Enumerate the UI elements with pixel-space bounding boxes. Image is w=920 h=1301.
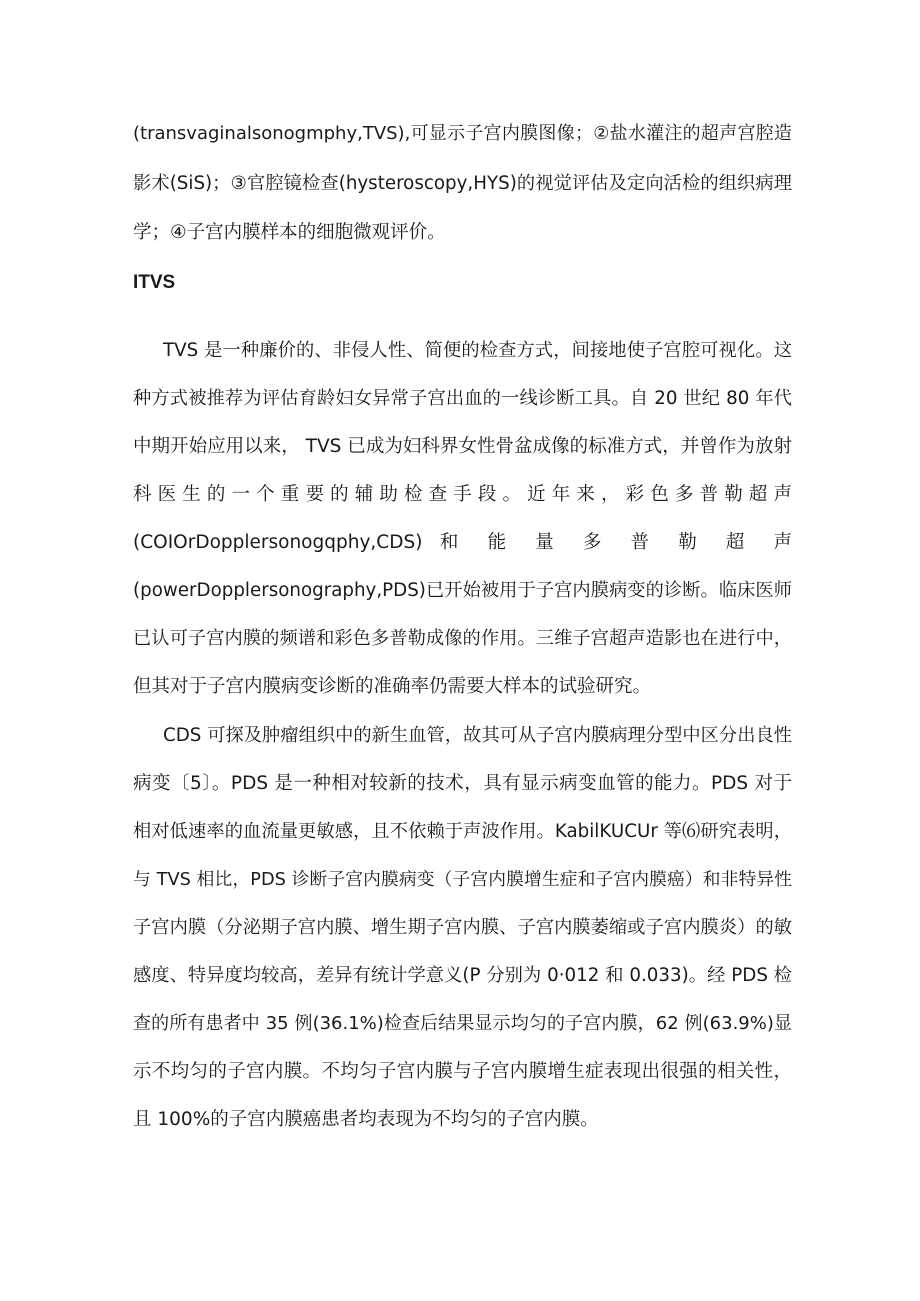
section-heading: ITVS bbox=[133, 272, 176, 293]
cds-line-9: 且 100%的子宫内膜癌患者均表现为不均匀的子宫内膜。 bbox=[133, 1109, 599, 1130]
tvs-line-3: 中期开始应用以来， TVS 已成为妇科界女性骨盆成像的标准方式，并曾作为放射 bbox=[133, 436, 792, 457]
cds-line-4: 与 TVS 相比，PDS 诊断子宫内膜病变（子宫内膜增生症和子宫内膜癌）和非特异性 bbox=[133, 870, 792, 890]
tvs-line-2: 种方式被推荐为评估育龄妇女异常子宫出血的一线诊断工具。自 20 世纪 80 年代 bbox=[133, 388, 792, 409]
tvs-line-6: (powerDopplersonography,PDS)已开始被用于子宫内膜病变的诊断。临床医师 bbox=[133, 580, 792, 601]
intro-line-2: 影术(SiS)；③官腔镜检查(hysteroscopy,HYS)的视觉评估及定向活检的组织病理 bbox=[133, 173, 792, 194]
tvs-line-8: 但其对于子宫内膜病变诊断的准确率仍需要大样本的试验研究。 bbox=[133, 676, 652, 697]
cds-line-1: CDS 可探及肿瘤组织中的新生血管，故其可从子宫内膜病理分型中区分出良性 bbox=[163, 725, 792, 746]
cds-line-6: 感度、特异度均较高，差异有统计学意义(P 分别为 0·012 和 0.033)。经 PDS 检 bbox=[133, 965, 792, 986]
tvs-line-7: 已认可子宫内膜的频谱和彩色多普勒成像的作用。三维子宫超声造影也在进行中， bbox=[133, 628, 792, 649]
cds-line-2: 病变〔5〕。PDS 是一种相对较新的技术，具有显示病变血管的能力。PDS 对于 bbox=[133, 773, 792, 794]
intro-line-1: (transvaginalsonogmphy,TVS),可显示子宫内膜图像；②盐水灌注的超声宫腔造 bbox=[133, 123, 792, 144]
tvs-line-4: 科 医 生 的 一 个 重 要 的 辅 助 检 查 手 段 。 近 年 来 ， 彩 色 多 普 勒 超 声 bbox=[133, 484, 792, 505]
cds-line-5: 子宫内膜（分泌期子宫内膜、增生期子宫内膜、子宫内膜萎缩或子宫内膜炎）的敏 bbox=[133, 917, 792, 938]
cds-line-7: 查的所有患者中 35 例(36.1%)检查后结果显示均匀的子宫内膜，62 例(63.9%)显 bbox=[133, 1013, 792, 1034]
tvs-line-5: (COIOrDopplersonogqphy,CDS) 和 能 量 多 普 勒 超 声 bbox=[133, 532, 792, 553]
cds-line-3: 相对低速率的血流量更敏感，且不依赖于声波作用。KabilKUCUr 等⑹研究表明， bbox=[133, 821, 792, 842]
tvs-line-1: TVS 是一种廉价的、非侵人性、简便的检查方式，间接地使子宫腔可视化。这 bbox=[163, 340, 792, 361]
intro-line-3: 学；④子宫内膜样本的细胞微观评价。 bbox=[133, 222, 446, 243]
cds-line-8: 示不均匀的子宫内膜。不均匀子宫内膜与子宫内膜增生症表现出很强的相关性， bbox=[133, 1061, 792, 1082]
